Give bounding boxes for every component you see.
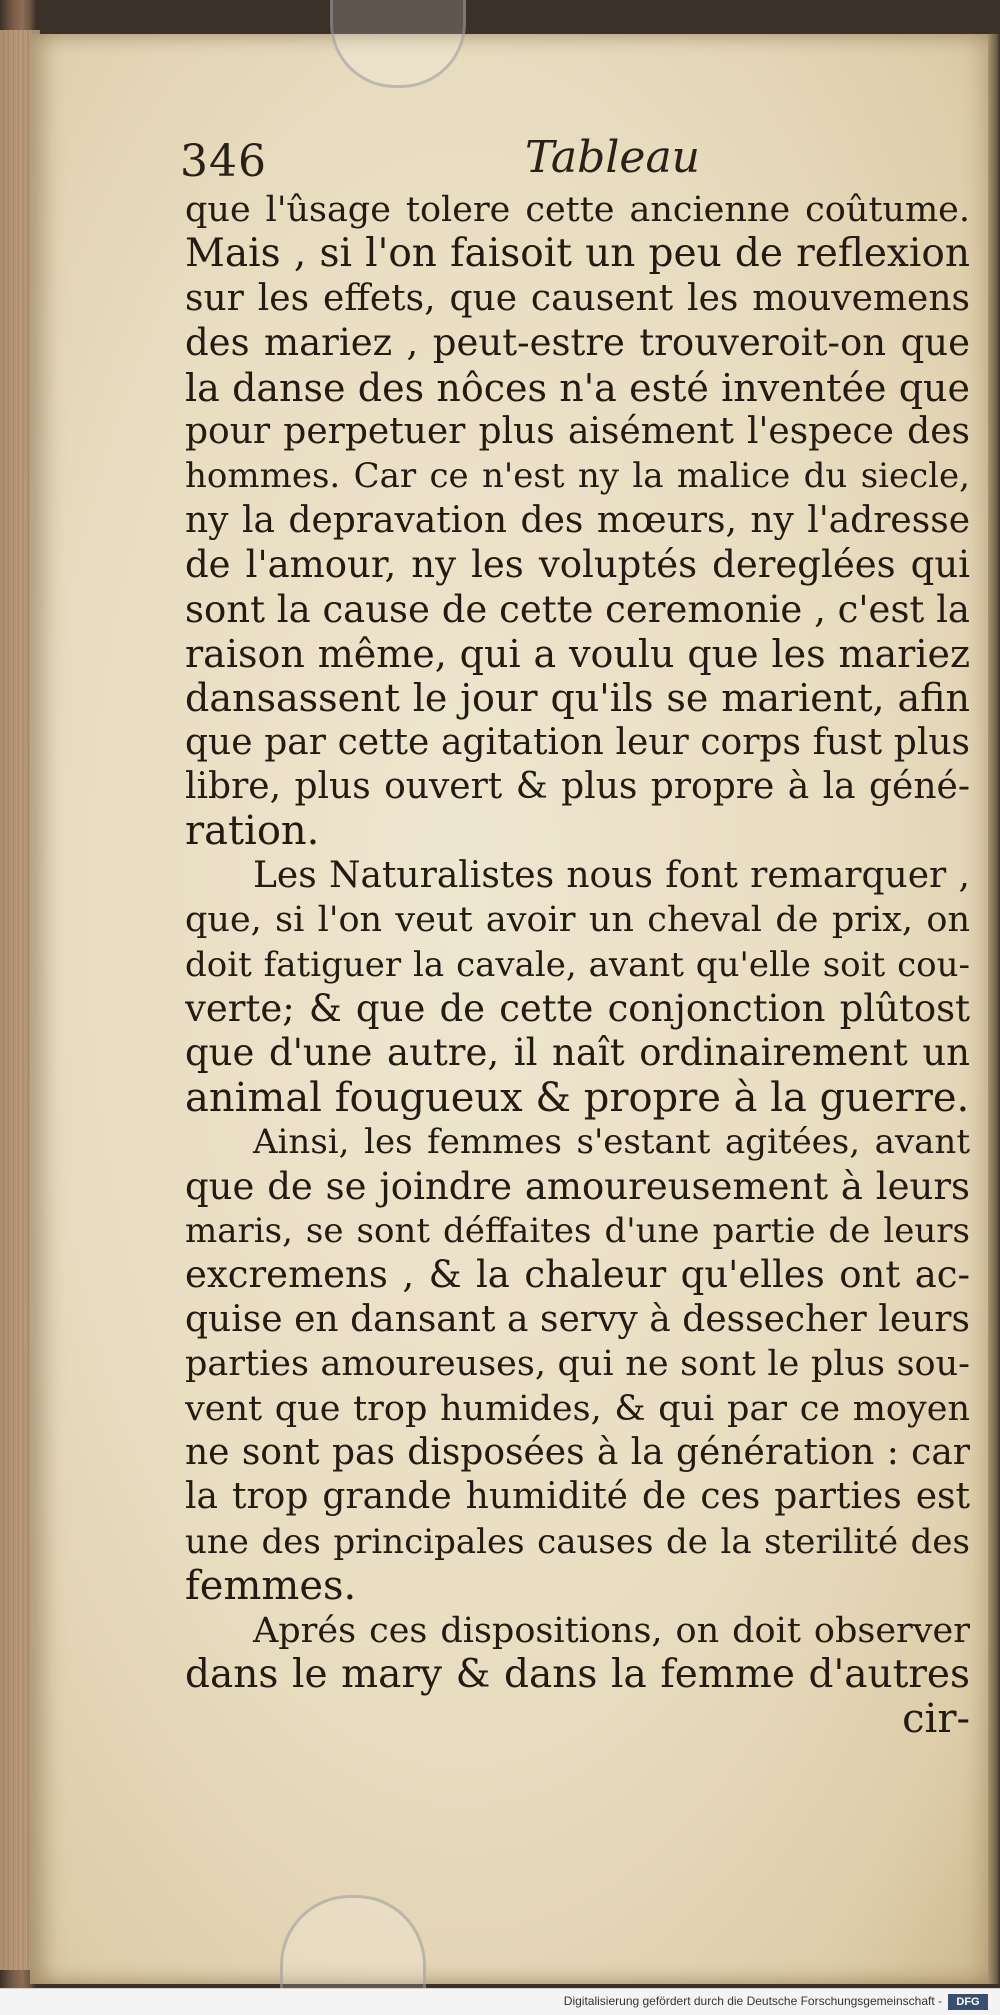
text-line: doit fatiguer la cavale, avant qu'elle soit cou- [185,944,970,985]
text-line: libre, plus ouvert & plus propre à la géné- [185,766,970,808]
page-fore-edge [988,34,1000,1984]
text-line: que d'une autre, il naît ordinairement un [185,1031,970,1075]
text-line: ne sont pas disposées à la génération : car [185,1431,970,1473]
text-line: que par cette agitation leur corps fust plus [185,721,970,763]
catchword: cir- [902,1697,970,1742]
funding-credit: Digitalisierung gefördert durch die Deutsche Forschungsgemeinschaft - [563,1994,942,2008]
text-line: ny la depravation des mœurs, ny l'adresse [185,499,970,541]
text-line: ration. [185,809,320,854]
text-line: dans le mary & dans la femme d'autres [185,1652,970,1697]
paragraph-first-line: Aprés ces dispositions, on doit observer [253,1610,970,1651]
text-line: que l'ûsage tolere cette ancienne coûtume. [185,190,970,230]
text-line: maris, se sont déffaites d'une partie de leurs [185,1210,970,1251]
text-line: hommes. Car ce n'est ny la malice du siecle, [185,456,970,497]
paragraph-first-line: Ainsi, les femmes s'estant agitées, avant [253,1122,970,1163]
text-line: la trop grande humidité de ces parties est [185,1476,970,1518]
text-line: une des principales causes de la sterilité des [185,1521,970,1562]
text-line: dansassent le jour qu'ils se marient, afin [185,676,970,721]
text-line: de l'amour, ny les voluptés dereglées qui [185,543,970,587]
text-line: femmes. [185,1564,357,1609]
text-line: raison même, qui a voulu que les mariez [185,631,970,676]
text-line: verte; & que de cette conjonction plûtost [185,987,970,1031]
text-line: que, si l'on veut avoir un cheval de prix, on [185,900,970,941]
text-line: sur les effets, que causent les mouvemens [185,277,970,319]
text-line: vent que trop humides, & qui par ce moyen [185,1388,970,1429]
body-text [185,188,970,1742]
text-line: animal fougueux & propre à la guerre. [185,1075,970,1121]
text-line: sont la cause de cette ceremonie , c'est la [185,587,970,631]
page-number: 346 [180,136,267,187]
text-line: que de se joindre amoureusement à leurs [185,1164,970,1208]
text-line: Mais , si l'on faisoit un peu de reflexion [185,232,970,277]
dfg-logo: DFG [948,1994,988,2010]
paragraph-first-line: Les Naturalistes nous font remarquer , [253,854,970,896]
text-line: excremens , & la chaleur qu'elles ont ac- [185,1253,970,1297]
text-line: des mariez , peut-estre trouveroit-on que [185,321,970,365]
text-line: pour perpetuer plus aisément l'espece des [185,410,970,452]
running-title: Tableau [525,132,701,183]
text-line: quise en dansant a servy à dessecher leurs [185,1298,970,1340]
text-line: la danse des nôces n'a esté inventée que [185,365,970,410]
page-header [180,132,900,192]
digitization-footer [0,1988,1000,2015]
text-line: parties amoureuses, qui ne sont le plus sou- [185,1344,970,1385]
